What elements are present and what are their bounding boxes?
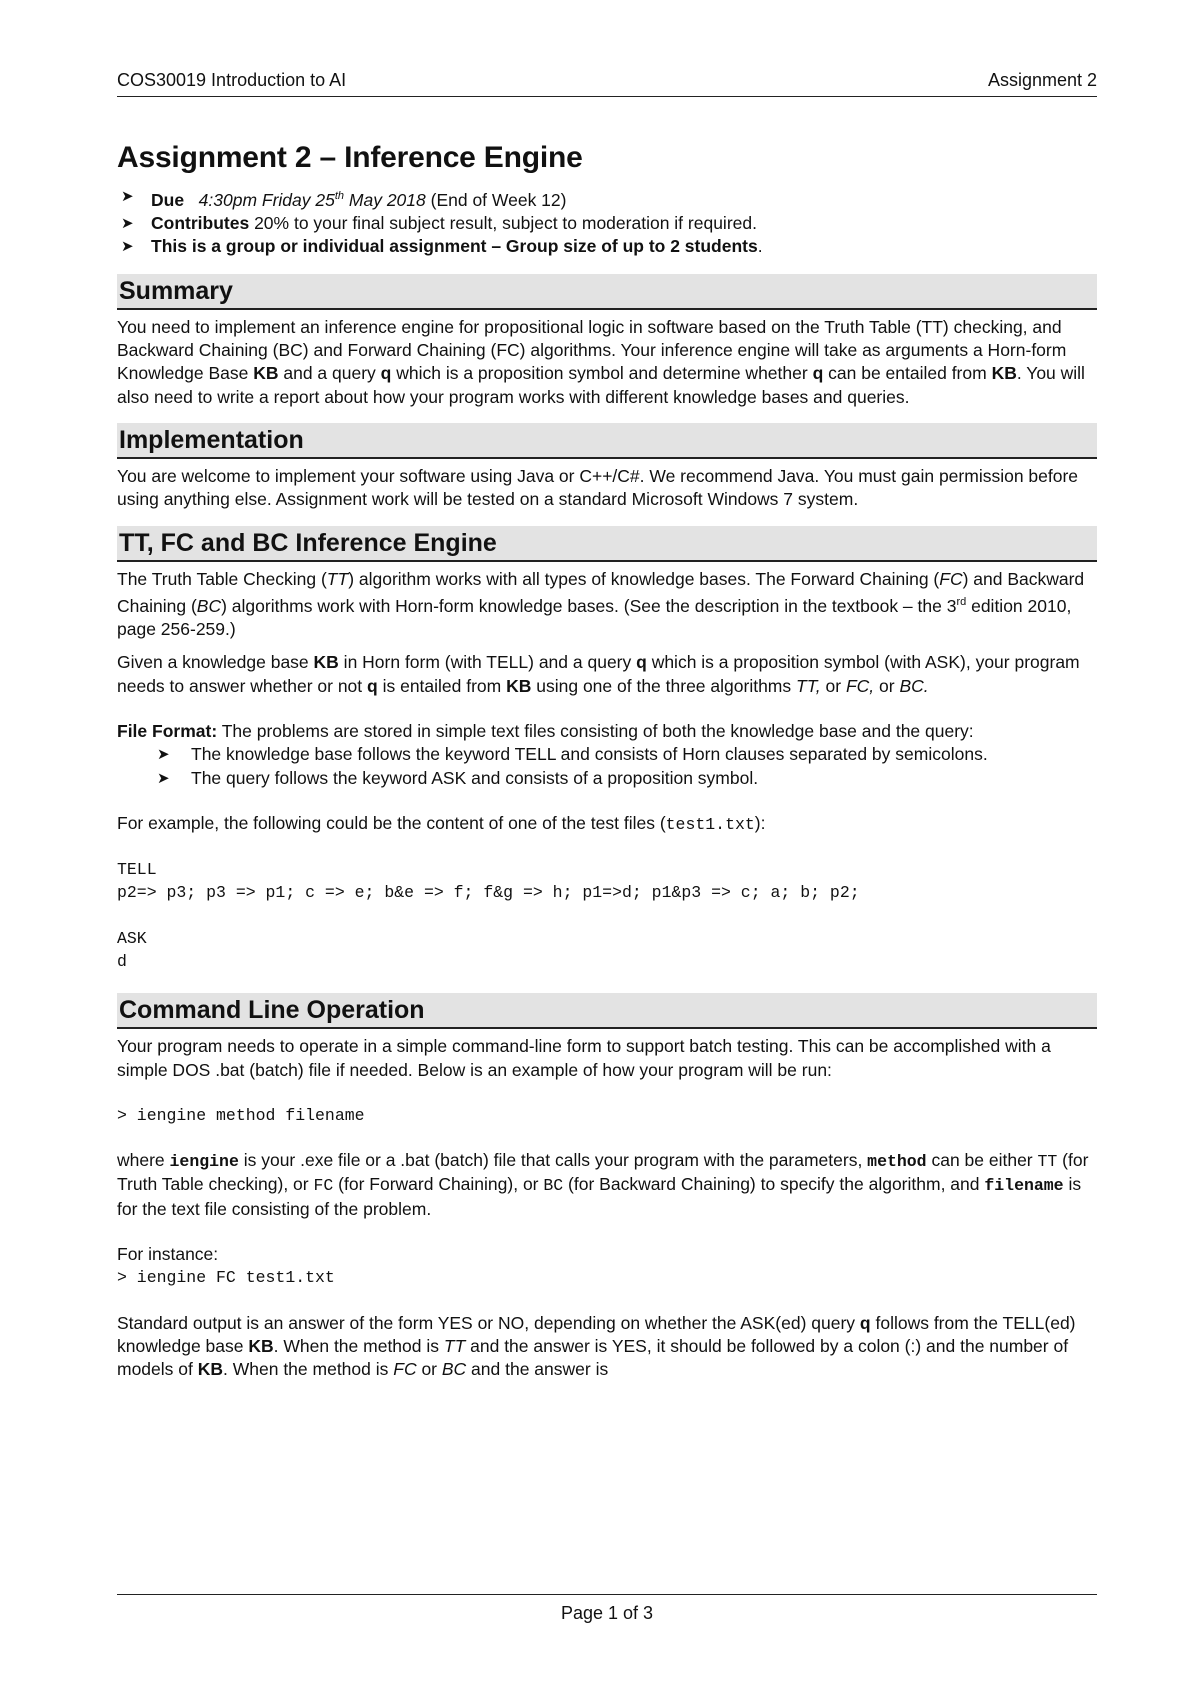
arrowhead-bullet-icon: ➤ [121, 188, 134, 205]
section-heading-summary: Summary [117, 274, 1097, 310]
usage-code: > iengine method filename [117, 1105, 365, 1125]
example-code-ask: ASK [117, 928, 147, 948]
header-course: COS30019 Introduction to AI [117, 70, 347, 90]
running-header [117, 70, 1097, 97]
summary-section [117, 274, 1097, 409]
example-intro: For example, the following could be the content of one of the test files (test1.txt): [117, 812, 766, 834]
header-assignment: Assignment 2 [987, 70, 1097, 90]
page-number: Page 1 of 3 [560, 1603, 654, 1623]
summary-paragraph: You need to implement an inference engine for propositional logic in software based on the Truth Table (TT) checking, and Backward Chaining (BC) and Forward Chaining (FC) algorithms. Your inference engine will take as arguments a Horn-form Knowledge Base KB and a query q which is a proposition symbol and determine whether q can be entailed from KB. You will also need to write a report about how your program works with different knowledge bases and queries. [117, 316, 1085, 407]
instance-label: For instance: [117, 1244, 219, 1265]
cmd-paragraph-1: Your program needs to operate in a simple command-line form to support batch testing. This can be accomplished with a simple DOS .bat (batch) file if needed. Below is an example of how your program will be run: [117, 1036, 1051, 1080]
list-item: ➤ The query follows the keyword ASK and consists of a proposition symbol. [117, 767, 1097, 790]
engine-paragraph-1: The Truth Table Checking (TT) algorithm works with all types of knowledge bases. The Forward Chaining (FC) and Backward Chaining (BC) algorithms work with Horn-form knowledge bases. (See the description in the textbook – the 3rd edition 2010, page 256-259.) [117, 568, 1085, 640]
arrowhead-bullet-icon: ➤ [157, 746, 170, 764]
due-item: ➤ Due 4:30pm Friday 25th May 2018 (End of Week 12) [117, 185, 1097, 212]
page-title: Assignment 2 – Inference Engine [117, 141, 583, 174]
example-code-tell: TELL [117, 860, 157, 880]
cmd-where-paragraph: where iengine is your .exe file or a .bat (batch) file that calls your program with the parameters, method can be either TT (for Truth Table checking), or FC (for Forward Chaining), or BC (for Backward Chaining) to specify the algorithm, and filename is for the text file consisting of the problem. [117, 1150, 1089, 1219]
group-item: ➤ This is a group or individual assignment – Group size of up to 2 students. [121, 235, 763, 256]
example-code-query: d [117, 952, 127, 971]
implementation-section [117, 423, 1097, 512]
example-code-kb: p2=> p3; p3 => p1; c => e; b&e => f; f&g => h; p1=>d; p1&p3 => c; a; b; p2; [117, 883, 860, 903]
meta-list [117, 185, 1097, 258]
engine-paragraph-2: Given a knowledge base KB in Horn form (with TELL) and a query q which is a proposition symbol (with ASK), your program needs to answer whether or not q is entailed from KB using one of the three algorithms TT, or FC, or BC. [117, 652, 1080, 696]
document-page [117, 70, 1097, 1382]
arrowhead-bullet-icon: ➤ [157, 769, 170, 787]
page-footer [117, 1594, 1097, 1624]
engine-section [117, 526, 1097, 974]
section-heading-engine: TT, FC and BC Inference Engine [117, 526, 1097, 562]
command-line-section [117, 993, 1097, 1381]
implementation-paragraph: You are welcome to implement your software using Java or C++/C#. We recommend Java. You must gain permission before using anything else. Assignment work will be tested on a standard Microsoft Windows 7 system. [117, 466, 1079, 510]
contributes-item: ➤ Contributes 20% to your final subject result, subject to moderation if required. [121, 212, 757, 233]
standard-output-paragraph: Standard output is an answer of the form YES or NO, depending on whether the ASK(ed) query q follows from the TELL(ed) knowledge base KB. When the method is TT and the answer is YES, it should be followed by a colon (:) and the number of models of KB. When the method is FC or BC and the answer is [117, 1312, 1076, 1380]
instance-code: > iengine FC test1.txt [117, 1268, 335, 1288]
file-format-paragraph: File Format: The problems are stored in simple text files consisting of both the knowledge base and the query: [117, 720, 974, 741]
arrowhead-bullet-icon: ➤ [121, 214, 134, 232]
section-heading-implementation: Implementation [117, 423, 1097, 459]
arrowhead-bullet-icon: ➤ [121, 237, 134, 255]
section-heading-command-line: Command Line Operation [117, 993, 1097, 1029]
file-format-list [117, 743, 1097, 790]
list-item: ➤ The knowledge base follows the keyword TELL and consists of Horn clauses separated by semicolons. [117, 743, 1097, 766]
